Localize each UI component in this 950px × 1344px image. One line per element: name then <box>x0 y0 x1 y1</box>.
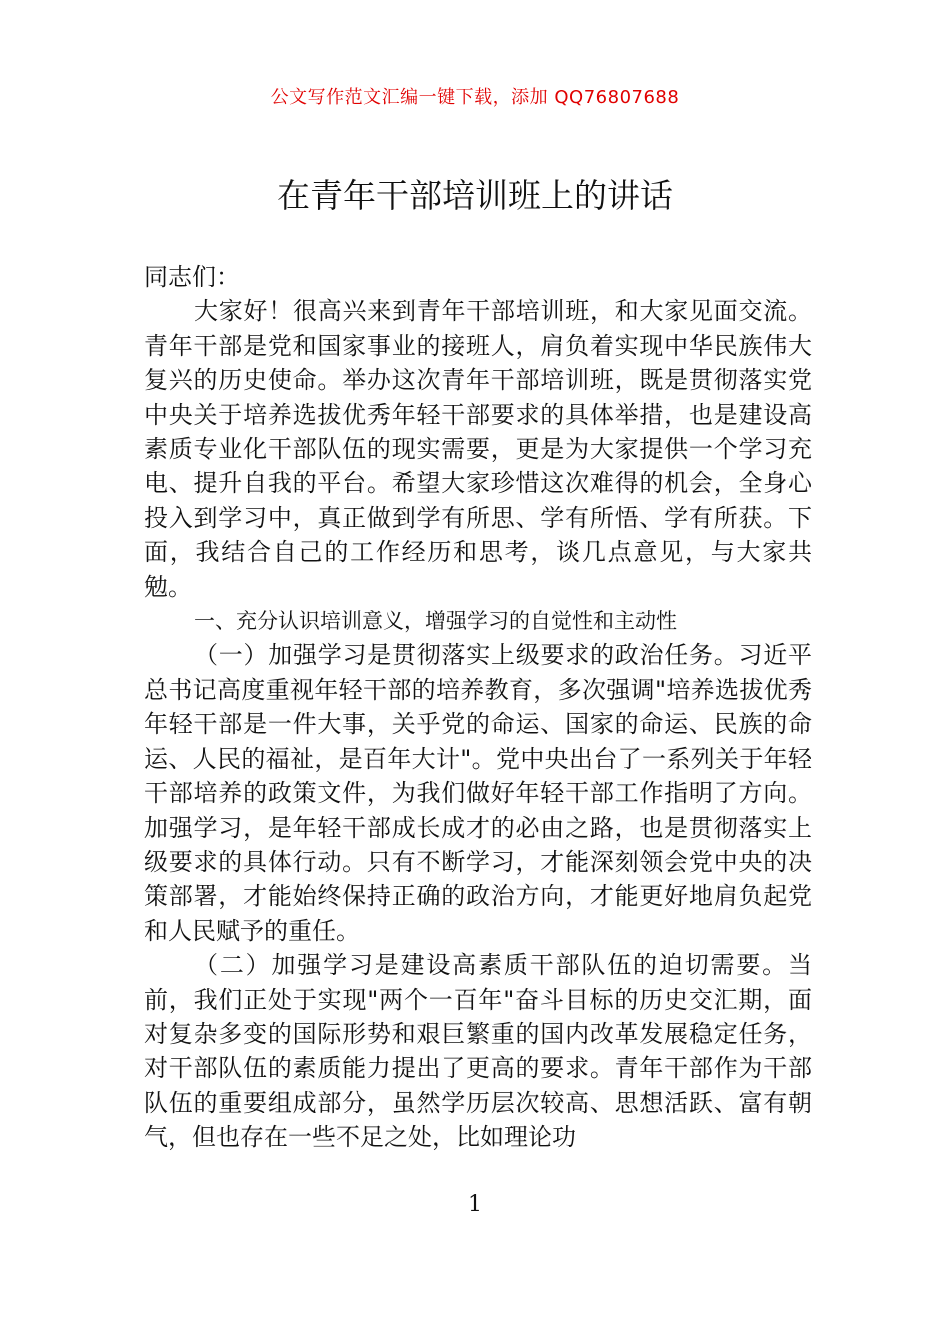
page-number: 1 <box>468 1192 482 1217</box>
paragraph-opening: 大家好！很高兴来到青年干部培训班，和大家见面交流。青年干部是党和国家事业的接班人，肩负着实现中华民族伟大复兴的历史使命。举办这次青年干部培训班，既是贯彻落实党中央关于培养选拔优秀年轻干部要求的具体举措，也是建设高素质专业化干部队伍的现实需要，更是为大家提供一个学习充电、提升自我的平台。希望大家珍惜这次难得的机会，全身心投入到学习中，真正做到学有所思、学有所悟、学有所获。下面，我结合自己的工作经历和思考，谈几点意见，与大家共勉。 <box>144 297 812 601</box>
salutation: 同志们： <box>144 263 240 291</box>
paragraph-subsection-1: （一）加强学习是贯彻落实上级要求的政治任务。习近平总书记高度重视年轻干部的培养教育，多次强调"培养选拔优秀年轻干部是一件大事，关乎党的命运、国家的命运、民族的命运、人民的福祉，是百年大计"。党中央出台了一系列关于年轻干部培养的政策文件，为我们做好年轻干部工作指明了方向。加强学习，是年轻干部成长成才的必由之路，也是贯彻落实上级要求的具体行动。只有不断学习，才能深刻领会党中央的决策部署，才能始终保持正确的政治方向，才能更好地肩负起党和人民赋予的重任。 <box>144 641 812 945</box>
download-promo-note: 公文写作范文汇编一键下载，添加 QQ76807688 <box>270 87 680 108</box>
section-heading-1: 一、充分认识培训意义，增强学习的自觉性和主动性 <box>194 609 677 634</box>
document-body <box>144 260 812 1155</box>
document-title: 在青年干部培训班上的讲话 <box>277 176 673 215</box>
paragraph-subsection-2: （二）加强学习是建设高素质干部队伍的迫切需要。当前，我们正处于实现"两个一百年"奋斗目标的历史交汇期，面对复杂多变的国际形势和艰巨繁重的国内改革发展稳定任务，对干部队伍的素质能力提出了更高的要求。青年干部作为干部队伍的重要组成部分，虽然学历层次较高、思想活跃、富有朝气，但也存在一些不足之处，比如理论功 <box>144 951 812 1152</box>
